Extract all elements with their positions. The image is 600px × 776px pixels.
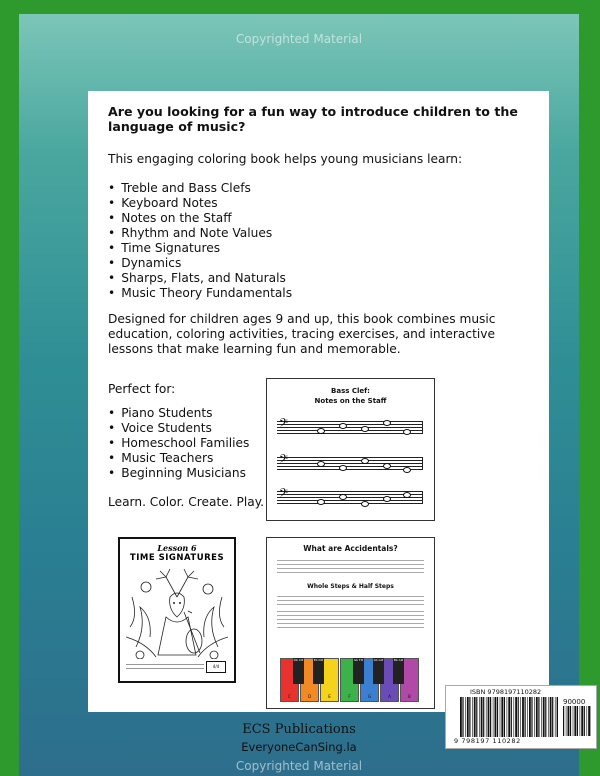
- staff: [277, 453, 423, 470]
- publisher-name: ECS Publications: [242, 722, 356, 737]
- list-item: • Rhythm and Note Values: [108, 226, 292, 241]
- time-signatures-page-thumbnail: [118, 537, 236, 683]
- list-item: • Beginning Musicians: [108, 466, 249, 481]
- intro-text: This engaging coloring book helps young musicians learn:: [108, 152, 463, 166]
- list-item: • Keyboard Notes: [108, 196, 292, 211]
- perfect-for-label: Perfect for:: [108, 382, 176, 396]
- headline: Are you looking for a fun way to introduce children to the language of music?: [108, 104, 518, 134]
- bass-clef-icon: 𝄢: [279, 487, 289, 503]
- isbn-barcode: [445, 685, 597, 749]
- black-key: Bb A#: [393, 658, 404, 684]
- list-item: • Time Signatures: [108, 241, 292, 256]
- accidentals-page-thumbnail: [266, 537, 435, 709]
- black-key: Eb D#: [313, 658, 324, 684]
- white-key: C: [280, 658, 299, 702]
- barcode-bars: [460, 697, 558, 737]
- isbn-label: ISBN 9798197110282: [470, 688, 542, 696]
- staff: [277, 487, 423, 504]
- white-key: F: [340, 658, 359, 702]
- lesson-title: TIME SIGNATURES: [129, 553, 225, 563]
- white-key: E: [320, 658, 339, 702]
- deer-violin-illustration: [126, 567, 228, 659]
- designed-text: Designed for children ages 9 and up, this book combines music education, coloring activities, tracing exercises, and interactive lessons that make learning fun and memorable.: [108, 312, 496, 356]
- list-item: • Treble and Bass Clefs: [108, 181, 292, 196]
- description-panel: [88, 91, 549, 712]
- list-item: • Sharps, Flats, and Naturals: [108, 271, 292, 286]
- list-item: • Dynamics: [108, 256, 292, 271]
- watermark-top: Copyrighted Material: [235, 32, 363, 46]
- perfect-for-list: [108, 406, 249, 481]
- white-key: B: [400, 658, 419, 702]
- list-item: • Music Teachers: [108, 451, 249, 466]
- black-key: Db C#: [293, 658, 304, 684]
- thumb-title: Bass Clef:: [331, 387, 370, 395]
- text-lines: [277, 594, 424, 628]
- thumb-subtitle: Notes on the Staff: [314, 397, 387, 405]
- black-key: Gb F#: [353, 658, 364, 684]
- watermark-bottom: Copyrighted Material: [235, 759, 363, 773]
- staff: [277, 417, 423, 434]
- text-lines: [277, 558, 424, 573]
- barcode-addon-bars: [563, 706, 591, 736]
- website-link[interactable]: EveryoneCanSing.la: [241, 740, 357, 754]
- white-key: G: [360, 658, 379, 702]
- list-item: • Piano Students: [108, 406, 249, 421]
- back-cover: [19, 14, 586, 776]
- price-code: 90000: [563, 698, 586, 706]
- list-item: • Notes on the Staff: [108, 211, 292, 226]
- bass-clef-icon: 𝄢: [279, 417, 289, 433]
- time-signature-box: 4/4: [206, 661, 226, 673]
- thumb-subtitle: Whole Steps & Half Steps: [307, 583, 394, 590]
- thumb-title: What are Accidentals?: [303, 544, 398, 553]
- bass-clef-icon: 𝄢: [279, 453, 289, 469]
- keyboard-diagram: [280, 658, 421, 702]
- white-key: A: [380, 658, 399, 702]
- white-key: D: [300, 658, 319, 702]
- list-item: • Homeschool Families: [108, 436, 249, 451]
- list-item: • Voice Students: [108, 421, 249, 436]
- bass-clef-page-thumbnail: [266, 378, 435, 521]
- isbn-digits: 9 798197 110282: [454, 737, 521, 745]
- lesson-label: Lesson 6: [157, 543, 197, 553]
- list-item: • Music Theory Fundamentals: [108, 286, 292, 301]
- black-key: Ab G#: [373, 658, 384, 684]
- caption-lines: [126, 662, 204, 669]
- tagline: Learn. Color. Create. Play.: [108, 495, 265, 509]
- learn-list: [108, 181, 292, 301]
